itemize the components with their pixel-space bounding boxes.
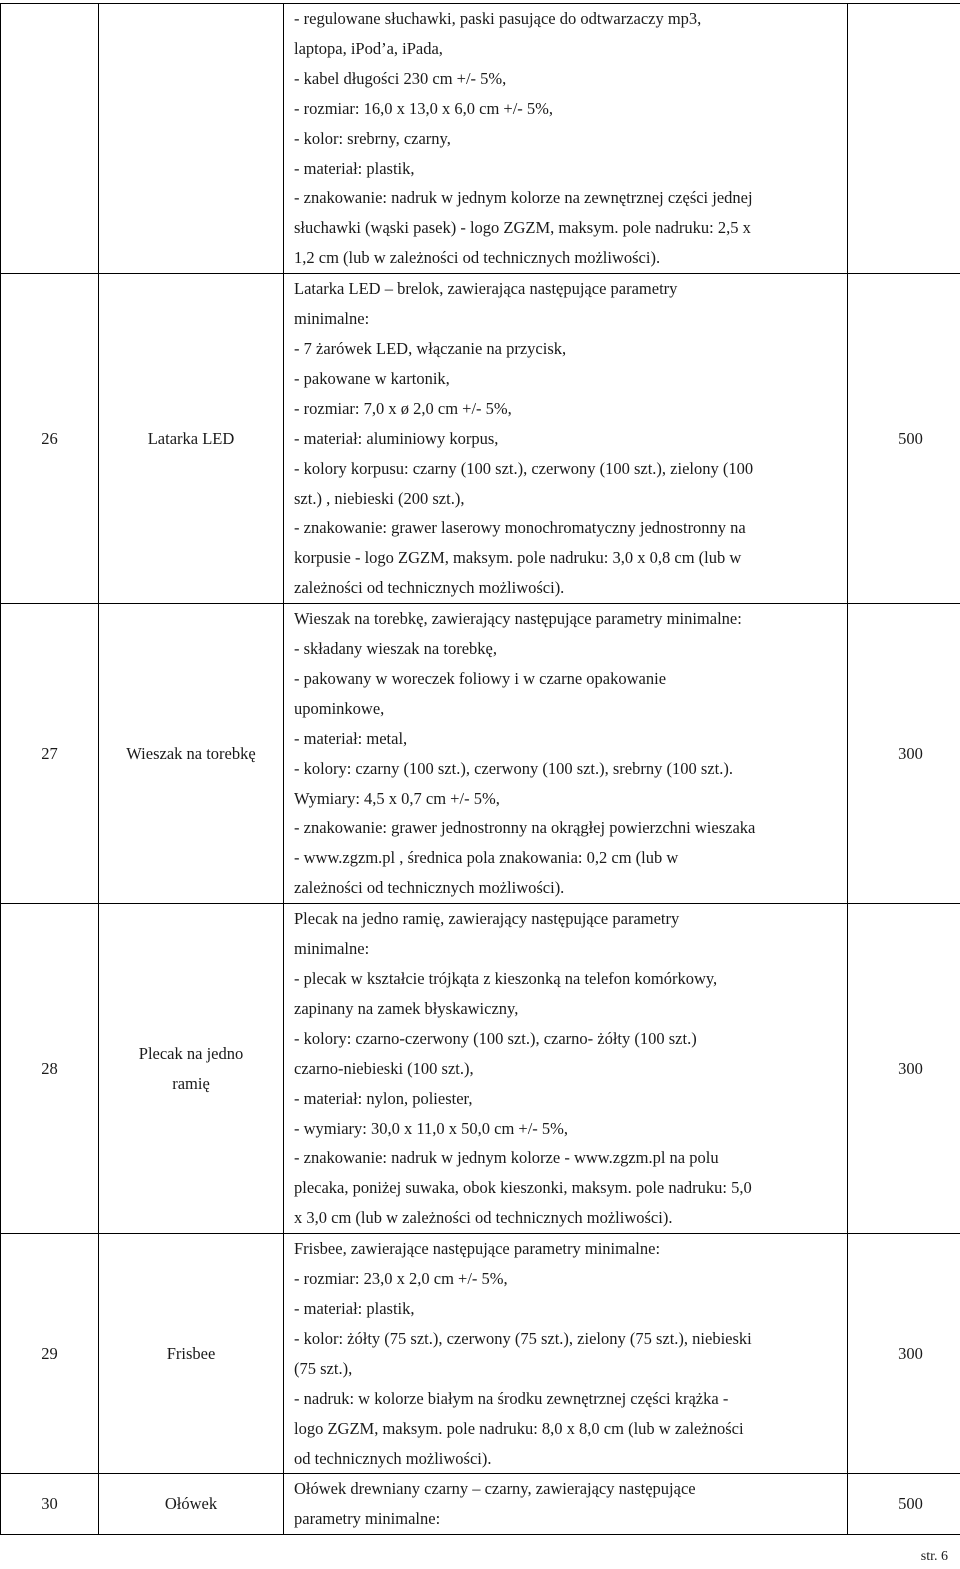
item-name — [99, 274, 284, 604]
description-line: - materiał: metal, — [294, 728, 408, 748]
description-line: - składany wieszak na torebkę, — [294, 639, 497, 659]
item-name — [99, 1474, 284, 1535]
item-description — [284, 1234, 848, 1474]
description-line: od technicznych możliwości). — [294, 1448, 492, 1468]
description-line: zapinany na zamek błyskawiczny, — [294, 998, 519, 1018]
description-line: - kabel długości 230 cm +/- 5%, — [294, 68, 507, 88]
description-line: - kolory: czarny (100 szt.), czerwony (100 szt.), srebrny (100 szt.). — [294, 758, 733, 778]
item-quantity — [848, 4, 960, 274]
description-line: - kolory korpusu: czarny (100 szt.), czerwony (100 szt.), zielony (100 — [294, 458, 754, 478]
table-row — [1, 604, 960, 904]
description-line: Wymiary: 4,5 x 0,7 cm +/- 5%, — [294, 788, 500, 808]
table-row — [1, 4, 960, 274]
item-description — [284, 274, 848, 604]
item-description — [284, 604, 848, 904]
description-line: - rozmiar: 7,0 x ø 2,0 cm +/- 5%, — [294, 398, 512, 418]
item-description — [284, 904, 848, 1234]
description-line: logo ZGZM, maksym. pole nadruku: 8,0 x 8,0 cm (lub w zależności — [294, 1418, 744, 1438]
item-name-line: Latarka LED — [147, 428, 235, 448]
description-line: minimalne: — [294, 939, 370, 959]
description-line: - znakowanie: nadruk w jednym kolorze - www.zgzm.pl na polu — [294, 1148, 719, 1168]
item-description — [284, 4, 848, 274]
table-row — [1, 1474, 960, 1535]
description-line: laptopa, iPod’a, iPada, — [294, 38, 443, 58]
description-line: czarno-niebieski (100 szt.), — [294, 1058, 474, 1078]
description-line: - regulowane słuchawki, paski pasujące do odtwarzaczy mp3, — [294, 9, 702, 28]
description-line: plecaka, poniżej suwaka, obok kieszonki, maksym. pole nadruku: 5,0 — [294, 1178, 752, 1198]
item-description — [284, 1474, 848, 1535]
item-name-line: ramię — [172, 1073, 210, 1093]
item-number: 28 — [1, 904, 99, 1234]
page-number: str. 6 — [920, 1549, 948, 1564]
item-name — [99, 904, 284, 1234]
description-line: - 7 żarówek LED, włączanie na przycisk, — [294, 338, 567, 358]
description-line: - kolor: żółty (75 szt.), czerwony (75 szt.), zielony (75 szt.), niebieski — [294, 1328, 752, 1348]
description-line: - kolory: czarno-czerwony (100 szt.), czarno- żółty (100 szt.) — [294, 1028, 697, 1048]
description-line: minimalne: — [294, 309, 370, 329]
description-line: korpusie - logo ZGZM, maksym. pole nadruku: 3,0 x 0,8 cm (lub w — [294, 548, 742, 568]
description-line: - znakowanie: grawer laserowy monochromatyczny jednostronny na — [294, 518, 746, 538]
description-line: zależności od technicznych możliwości). — [294, 878, 565, 898]
description-line: Plecak na jedno ramię, zawierający następujące parametry — [294, 909, 680, 929]
description-line: - www.zgzm.pl , średnica pola znakowania: 0,2 cm (lub w — [294, 848, 679, 868]
description-line: - kolor: srebrny, czarny, — [294, 128, 451, 148]
description-line: (75 szt.), — [294, 1358, 353, 1378]
description-line: - pakowany w woreczek foliowy i w czarne opakowanie — [294, 668, 667, 688]
description-line: x 3,0 cm (lub w zależności od technicznych możliwości). — [294, 1208, 673, 1228]
description-line: Ołówek drewniany czarny – czarny, zawierający następujące — [294, 1479, 696, 1499]
item-quantity: 500 — [848, 274, 960, 604]
description-line: - materiał: plastik, — [294, 1298, 415, 1318]
item-number: 26 — [1, 274, 99, 604]
item-quantity: 300 — [848, 604, 960, 904]
item-name-line: Frisbee — [166, 1343, 216, 1363]
item-number — [1, 4, 99, 274]
description-line: - materiał: nylon, poliester, — [294, 1088, 473, 1108]
description-line: - znakowanie: nadruk w jednym kolorze na zewnętrznej części jednej — [294, 188, 753, 208]
table-row — [1, 274, 960, 604]
specification-table — [0, 3, 960, 1535]
description-line: słuchawki (wąski pasek) - logo ZGZM, maksym. pole nadruku: 2,5 x — [294, 218, 751, 238]
table-row — [1, 1234, 960, 1474]
item-name-line: Plecak na jedno — [138, 1043, 244, 1063]
description-line: - materiał: aluminiowy korpus, — [294, 428, 499, 448]
description-line: upominkowe, — [294, 698, 385, 718]
item-number: 29 — [1, 1234, 99, 1474]
item-number: 27 — [1, 604, 99, 904]
description-line: zależności od technicznych możliwości). — [294, 578, 565, 598]
description-line: Frisbee, zawierające następujące parametry minimalne: — [294, 1239, 661, 1259]
description-line: - rozmiar: 16,0 x 13,0 x 6,0 cm +/- 5%, — [294, 98, 554, 118]
description-line: - znakowanie: grawer jednostronny na okrągłej powierzchni wieszaka — [294, 818, 756, 838]
description-line: Wieszak na torebkę, zawierający następujące parametry minimalne: — [294, 609, 742, 629]
description-line: 1,2 cm (lub w zależności od technicznych możliwości). — [294, 248, 661, 268]
description-line: - pakowane w kartonik, — [294, 368, 450, 388]
item-name-line: Ołówek — [164, 1494, 218, 1514]
item-quantity: 300 — [848, 904, 960, 1234]
item-name-line: Wieszak na torebkę — [126, 743, 256, 763]
item-name — [99, 1234, 284, 1474]
description-line: - plecak w kształcie trójkąta z kieszonką na telefon komórkowy, — [294, 969, 718, 988]
item-quantity: 300 — [848, 1234, 960, 1474]
item-name — [99, 4, 284, 274]
description-line: - materiał: plastik, — [294, 158, 415, 178]
description-line: - rozmiar: 23,0 x 2,0 cm +/- 5%, — [294, 1269, 508, 1289]
description-line: parametry minimalne: — [294, 1509, 441, 1529]
item-name — [99, 604, 284, 904]
item-number: 30 — [1, 1474, 99, 1535]
item-quantity: 500 — [848, 1474, 960, 1535]
description-line: - wymiary: 30,0 x 11,0 x 50,0 cm +/- 5%, — [294, 1118, 569, 1138]
description-line: - nadruk: w kolorze białym na środku zewnętrznej części krążka - — [294, 1388, 729, 1408]
description-line: szt.) , niebieski (200 szt.), — [294, 488, 465, 508]
table-row — [1, 904, 960, 1234]
description-line: Latarka LED – brelok, zawierająca następujące parametry — [294, 279, 678, 299]
